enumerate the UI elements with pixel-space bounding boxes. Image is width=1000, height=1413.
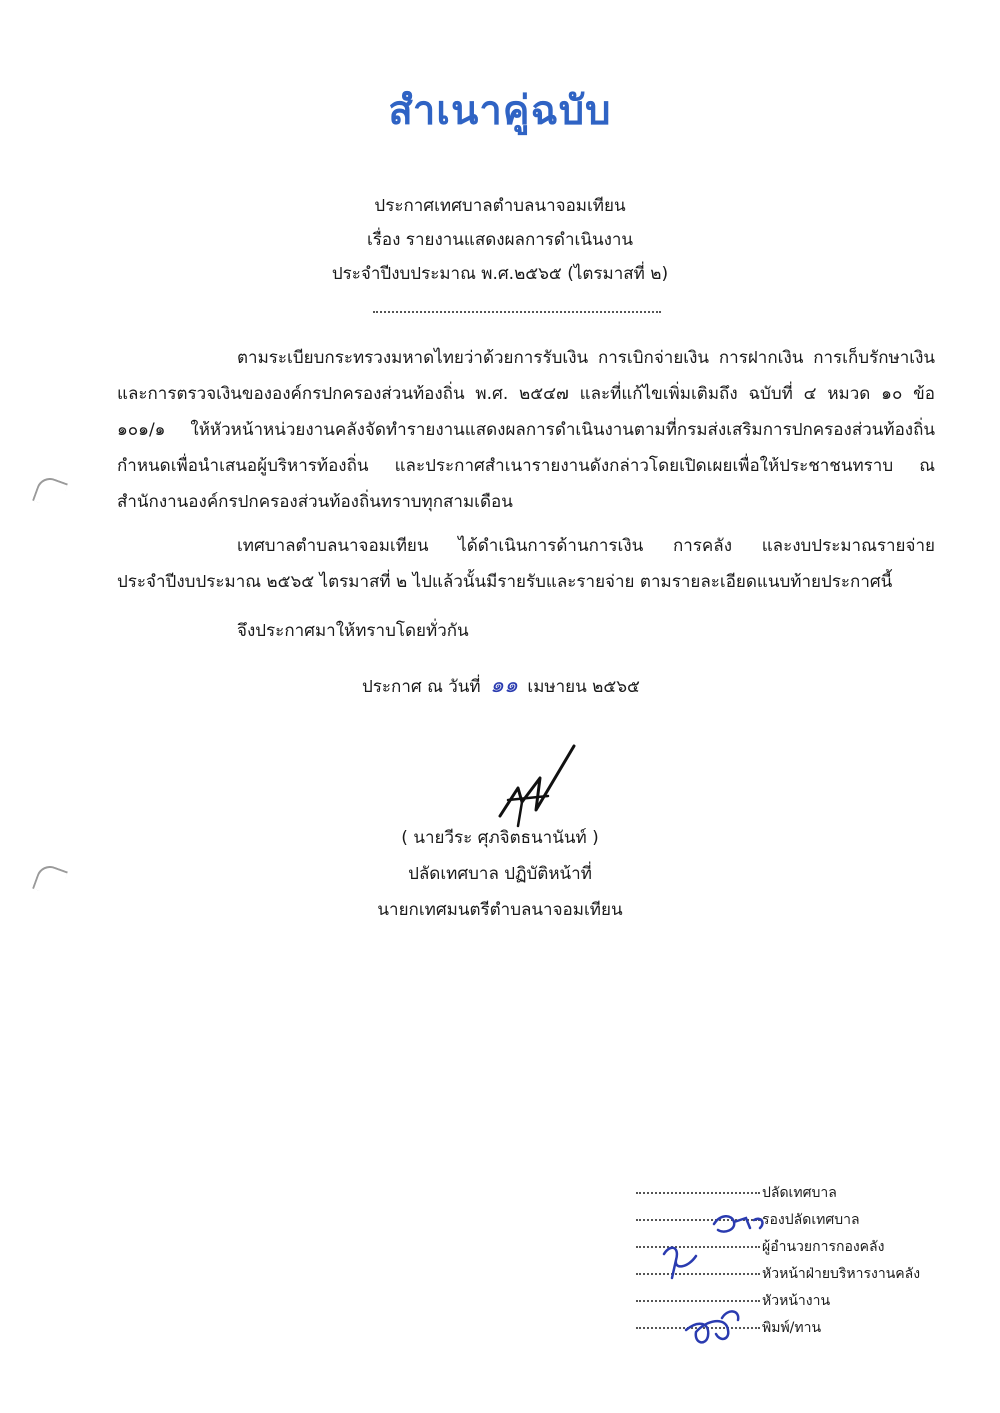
handwritten-day: ๑๑ bbox=[490, 673, 518, 698]
paragraph-line: ตามระเบียบกระทรวงมหาดไทยว่าด้วยการรับเงิน การเบิกจ่ายเงิน การฝากเงิน การเก็บรักษาเงิน bbox=[237, 348, 935, 368]
announcement-issuer: ประกาศเทศบาลตำบลนาจอมเทียน bbox=[374, 196, 626, 216]
approval-label: พิมพ์/ทาน bbox=[762, 1320, 822, 1336]
approval-row bbox=[636, 1180, 956, 1207]
paragraph-line: จึงประกาศมาให้ทราบโดยทั่วกัน bbox=[237, 621, 469, 641]
signer-title: นายกเทศมนตรีตำบลนาจอมเทียน bbox=[377, 900, 623, 920]
paragraph-line: ๑๐๑/๑ ให้หัวหน้าหน่วยงานคลังจัดทำรายงานแสดงผลการดำเนินงานตามที่กรมส่งเสริมการปกครองส่วนท้องถิ่น bbox=[117, 420, 935, 440]
signer-name: ( นายวีระ ศุภจิตธนานันท์ ) bbox=[401, 828, 599, 848]
signature-line bbox=[636, 1192, 760, 1194]
paragraph-line: และการตรวจเงินขององค์กรปกครองส่วนท้องถิ่น พ.ศ. ๒๕๔๗ และที่แก้ไขเพิ่มเติมถึง ฉบับที่ ๔ หมวด ๑๐ ข้อ bbox=[117, 384, 935, 404]
paragraph-line: เทศบาลตำบลนาจอมเทียน ได้ดำเนินการด้านการเงิน การคลัง และงบประมาณรายจ่าย bbox=[237, 536, 935, 556]
approval-label: หัวหน้างาน bbox=[762, 1293, 831, 1309]
approval-list bbox=[636, 1180, 956, 1342]
copy-stamp: สำเนาคู่ฉบับ bbox=[388, 87, 612, 134]
paragraph-line: ประจำปีงบประมาณ ๒๕๖๕ ไตรมาสที่ ๒ ไปแล้วนั้นมีรายรับและรายจ่าย ตามรายละเอียดแนบท้ายประกาศนี้ bbox=[117, 572, 893, 592]
approval-label: ผู้อำนวยการกองคลัง bbox=[762, 1239, 885, 1255]
approval-row bbox=[636, 1207, 956, 1234]
approval-label: ปลัดเทศบาล bbox=[762, 1185, 837, 1201]
signature-line bbox=[636, 1219, 760, 1221]
body-paragraph-2 bbox=[117, 528, 935, 600]
body-paragraph-3 bbox=[117, 613, 935, 649]
signer-position: ปลัดเทศบาล ปฏิบัติหน้าที่ bbox=[408, 864, 592, 884]
signature-line bbox=[636, 1327, 760, 1329]
approval-row bbox=[636, 1234, 956, 1261]
paragraph-line: สำนักงานองค์กรปกครองส่วนท้องถิ่นทราบทุกสามเดือน bbox=[117, 492, 513, 512]
approval-row bbox=[636, 1288, 956, 1315]
announcement-period: ประจำปีงบประมาณ พ.ศ.๒๕๖๕ (ไตรมาสที่ ๒) bbox=[331, 264, 669, 284]
announcement-date bbox=[362, 670, 640, 703]
date-month-year: เมษายน ๒๕๖๕ bbox=[527, 677, 640, 697]
signature-line bbox=[636, 1273, 760, 1275]
approval-label: รองปลัดเทศบาล bbox=[762, 1212, 860, 1228]
announcement-subject: เรื่อง รายงานแสดงผลการดำเนินงาน bbox=[366, 230, 634, 250]
heading-divider bbox=[373, 311, 661, 313]
date-prefix: ประกาศ ณ วันที่ bbox=[362, 677, 481, 697]
punch-hole-mark bbox=[32, 474, 68, 510]
approval-row bbox=[636, 1315, 956, 1342]
approval-row bbox=[636, 1261, 956, 1288]
signature-line bbox=[636, 1300, 760, 1302]
body-paragraph-1 bbox=[117, 340, 935, 520]
paragraph-line: กำหนดเพื่อนำเสนอผู้บริหารท้องถิ่น และประกาศสำเนารายงานดังกล่าวโดยเปิดเผยเพื่อให้ประชาชนทราบ ณ bbox=[117, 456, 935, 476]
handwritten-signature bbox=[478, 738, 588, 834]
signature-line bbox=[636, 1246, 760, 1248]
approval-label: หัวหน้าฝ่ายบริหารงานคลัง bbox=[762, 1266, 921, 1282]
